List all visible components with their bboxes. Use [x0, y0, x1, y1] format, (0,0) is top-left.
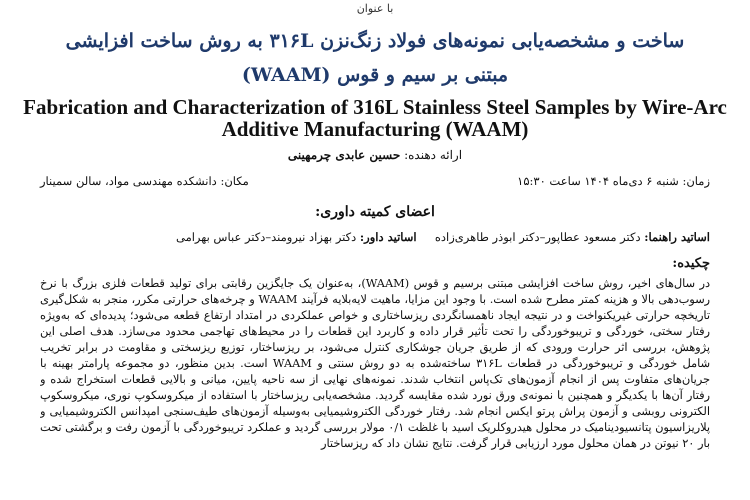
abstract-body: در سال‌های اخیر، روش ساخت افزایشی مبتنی برسیم و قوس (WAAM)، به‌عنوان یک جایگزین رقابتی برای تولید قطعات فلزی بزرگ با نرخ رسوب‌دهی بالا و هزینه کمتر مطرح شده است. با وجود این مزایا، ماهیت لایه‌بلایه فرآیند WAAM و چرخه‌های حرارتی مکرر، منجر به شکل‌گیری تاریخچه حرارتی غیریکنواخت و در نتیجه ایجاد ناهمسانگردی ریزساختاری و خواص عملکردی در امتداد ارتفاع قطعه می‌شود؛ پدیده‌ای که به‌ویژه رفتار سختی، خوردگی و تریبوخوردگی را تحت تأثیر قرار داده و کاربرد این قطعات را در محیط‌های تهاجمی محدود می‌سازد. هدف اصلی این پژوهش، بررسی اثر حرارت ورودی که از طریق جریان جوشکاری کنترل می‌شود، بر ریزساختار، توزیع ریزسختی و مقاومت در برابر تخریب شامل خوردگی و تریبوخوردگی در قطعات ۳۱۶L ساخته‌شده به دو روش سنتی و WAAM است. بدین منظور، دو مجموعه پارامتر بهینه با جریان‌های متفاوت پس از انجام آزمون‌های تک‌پاس انتخاب شدند. نمونه‌های نهایی از سه ناحیه پایین، میانی و بالایی قطعات استخراج شده و رفتار آن‌ها با یکدیگر و همچنین با نمونه‌ی ورق نورد شده مقایسه گردید. مشخصه‌یابی ریزساختار با استفاده از میکروسکوپ نوری، میکروسکوپ الکترونی روبشی و آزمون پراش پرتو ایکس انجام شد. رفتار خوردگی الکتروشیمیایی به‌وسیله آزمون‌های طیف‌سنجی امپدانس الکتروشیمیایی و پلاریزاسیون پتانسیودینامیک در محلول هیدروکلریک اسید با غلظت ۰/۱ مولار بررسی گردید و عملکرد تریبوخوردگی با آزمون رفت و برگشتی تحت بار ۲۰ نیوتن در همان محلول مورد ارزیابی قرار گرفت. نتایج نشان داد که ریزساختار	[40, 277, 710, 450]
presenter-row	[0, 148, 750, 162]
english-title: Fabrication and Characterization of 316L Stainless Steel Samples by Wire-Arc Additive Manufacturing (WAAM)	[23, 95, 727, 141]
referees-label: اساتید داور:	[359, 230, 417, 244]
referees-names: دکتر بهزاد نیرومند–دکتر عباس بهرامی	[175, 230, 357, 244]
meta-row	[40, 174, 710, 188]
presenter-label: ارائه دهنده:	[404, 148, 463, 162]
committee-row	[40, 230, 710, 244]
committee-title: اعضای کمیته داوری:	[315, 204, 435, 220]
persian-title-line-1: ساخت و مشخصه‌یابی نمونه‌های فولاد زنگ‌نزن ۳۱۶L به روش ساخت افزایشی	[65, 30, 685, 52]
supervisors-names: دکتر مسعود عطاپور–دکتر ابوذر طاهری‌زاده	[434, 230, 641, 244]
persian-title-line-2: مبتنی بر سیم و قوس (WAAM)	[241, 64, 509, 86]
abstract-title: چکیده:	[672, 256, 710, 271]
location-text: مکان: دانشکده مهندسی مواد، سالن سمینار	[40, 174, 249, 188]
datetime-text: زمان: شنبه ۶ دی‌ماه ۱۴۰۴ ساعت ۱۵:۳۰	[517, 174, 710, 188]
top-label: با عنوان	[356, 2, 394, 15]
presenter-name: حسین عابدی چرمهینی	[287, 148, 401, 162]
supervisors-label: اساتید راهنما:	[644, 230, 710, 244]
